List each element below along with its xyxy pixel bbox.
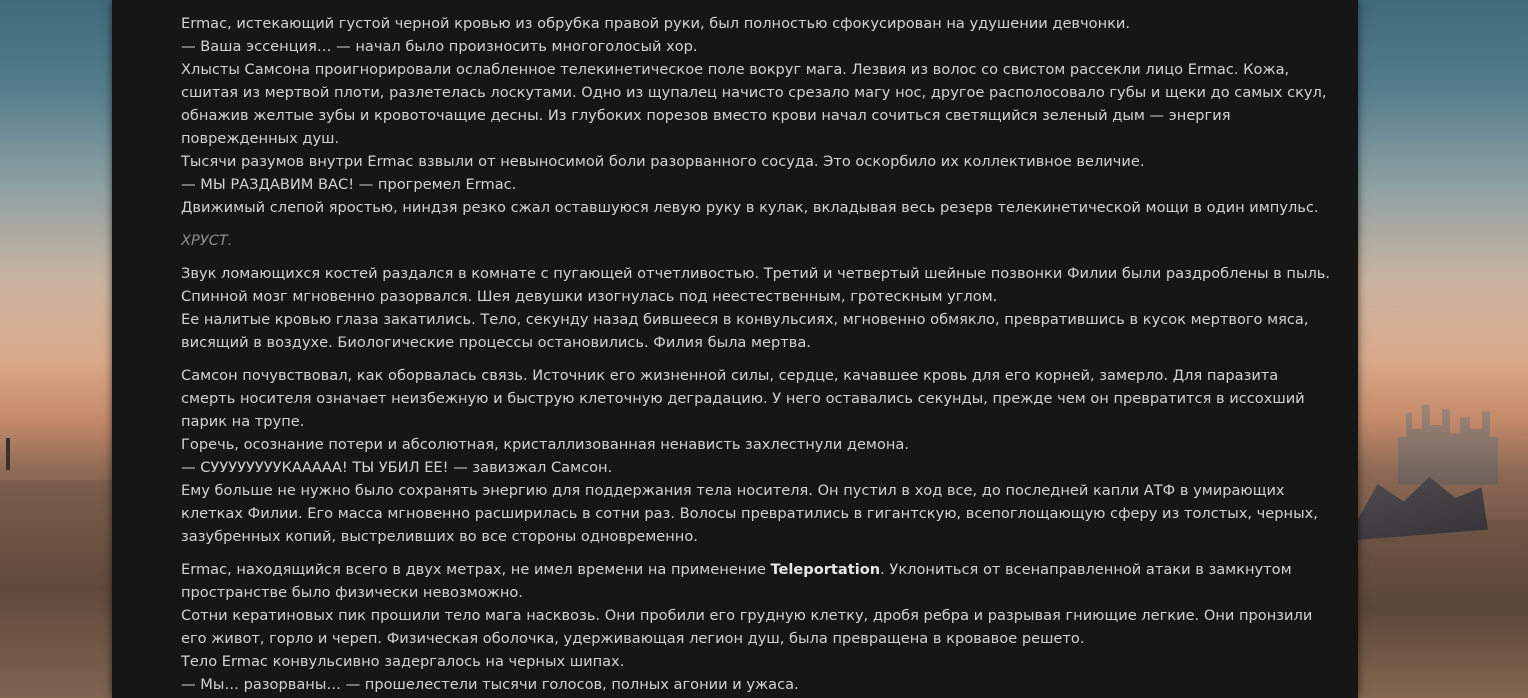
chapter-content-panel	[112, 0, 1358, 698]
chapter-text	[181, 12, 1331, 696]
paragraph-line: Звук ломающихся костей раздался в комнате с пугающей отчетливостью. Третий и четвертый шейные позвонки Филии были раздроблены в пыль. Спинной мозг мгновенно разорвался. Шея девушки изогнулась под неестественным, гротескным углом.	[181, 265, 1331, 305]
paragraph-line: Ему больше не нужно было сохранять энергию для поддержания тела носителя. Он пустил в ход все, до последней капли АТФ в умирающих клетках Филии. Его масса мгновенно расширилась в сотни раз. Волосы превратились в гигантскую, всепоглощающую сферу из толстых, черных, зазубренных копий, выстреливших во все стороны одновременно.	[181, 482, 1318, 545]
text-span: Ermac, находящийся всего в двух метрах, не имел времени на применение	[181, 561, 771, 578]
paragraph-line	[181, 558, 1331, 604]
paragraph-line: Сотни кератиновых пик прошили тело мага насквозь. Они пробили его грудную клетку, дробя ребра и разрывая гниющие легкие. Они пронзили его живот, горло и череп. Физическая оболочка, удерживающая легион душ, была превращена в кровавое решето.	[181, 607, 1313, 647]
paragraph-block-3	[181, 364, 1331, 548]
paragraph-line: Горечь, осознание потери и абсолютная, кристаллизованная ненависть захлестнули демона.	[181, 436, 909, 453]
paragraph-block-4	[181, 558, 1331, 696]
paragraph-line: Ее налитые кровью глаза закатились. Тело, секунду назад бившееся в конвульсиях, мгновенно обмякло, превратившись в кусок мертвого мяса, висящий в воздухе. Биологические процессы остановились. Филия была мертва.	[181, 311, 1309, 351]
paragraph-line: — МЫ РАЗДАВИМ ВАС! — прогремел Ermac.	[181, 176, 517, 193]
sound-effect-text: ХРУСТ.	[181, 232, 233, 249]
skill-name: Teleportation	[770, 561, 881, 578]
paragraph-line: — СУУУУУУУУКААААА! ТЫ УБИЛ ЕЕ! — завизжал Самсон.	[181, 459, 613, 476]
text-span: . Уклониться от всенаправленной атаки в замкнутом пространстве было физически невозможно.	[181, 561, 1292, 601]
paragraph-line: Тысячи разумов внутри Ermac взвыли от невыносимой боли разорванного сосуда. Это оскорбило их коллективное величие.	[181, 153, 1145, 170]
background-ground-left	[0, 480, 112, 698]
background-ground-right	[1358, 520, 1528, 698]
paragraph-line: — Мы… разорваны… — прошелестели тысячи голосов, полных агонии и ужаса.	[181, 676, 799, 693]
paragraph-line: Хлысты Самсона проигнорировали ослабленное телекинетическое поле вокруг мага. Лезвия из волос со свистом рассекли лицо Ermac. Кожа, сшитая из мертвой плоти, разлетелась лоскутами. Одно из щупалец начисто срезало магу нос, другое располосовало губы и щеки до самых скул, обнажив желтые зубы и кровоточащие десны. Из глубоких порезов вместо крови начал сочиться светящийся зеленый дым — энергия поврежденных душ.	[181, 61, 1327, 147]
background-distant-tower	[6, 438, 10, 470]
paragraph-line: Движимый слепой яростью, ниндзя резко сжал оставшуюся левую руку в кулак, вкладывая весь резерв телекинетической мощи в один импульс.	[181, 199, 1319, 216]
paragraph-line: Самсон почувствовал, как оборвалась связь. Источник его жизненной силы, сердце, качавшее кровь для его корней, замерло. Для паразита смерть носителя означает неизбежную и быструю клеточную деградацию. У него оставались секунды, прежде чем он превратится в иссохший парик на трупе.	[181, 367, 1305, 430]
paragraph-block-2	[181, 262, 1331, 354]
paragraph-line: — Ваша эссенция… — начал было произносить многоголосый хор.	[181, 38, 698, 55]
paragraph-block-1	[181, 12, 1331, 219]
paragraph-line: Тело Ermac конвульсивно задергалось на черных шипах.	[181, 653, 625, 670]
paragraph-line: Ermac, истекающий густой черной кровью из обрубка правой руки, был полностью сфокусирован на удушении девчонки.	[181, 15, 1131, 32]
